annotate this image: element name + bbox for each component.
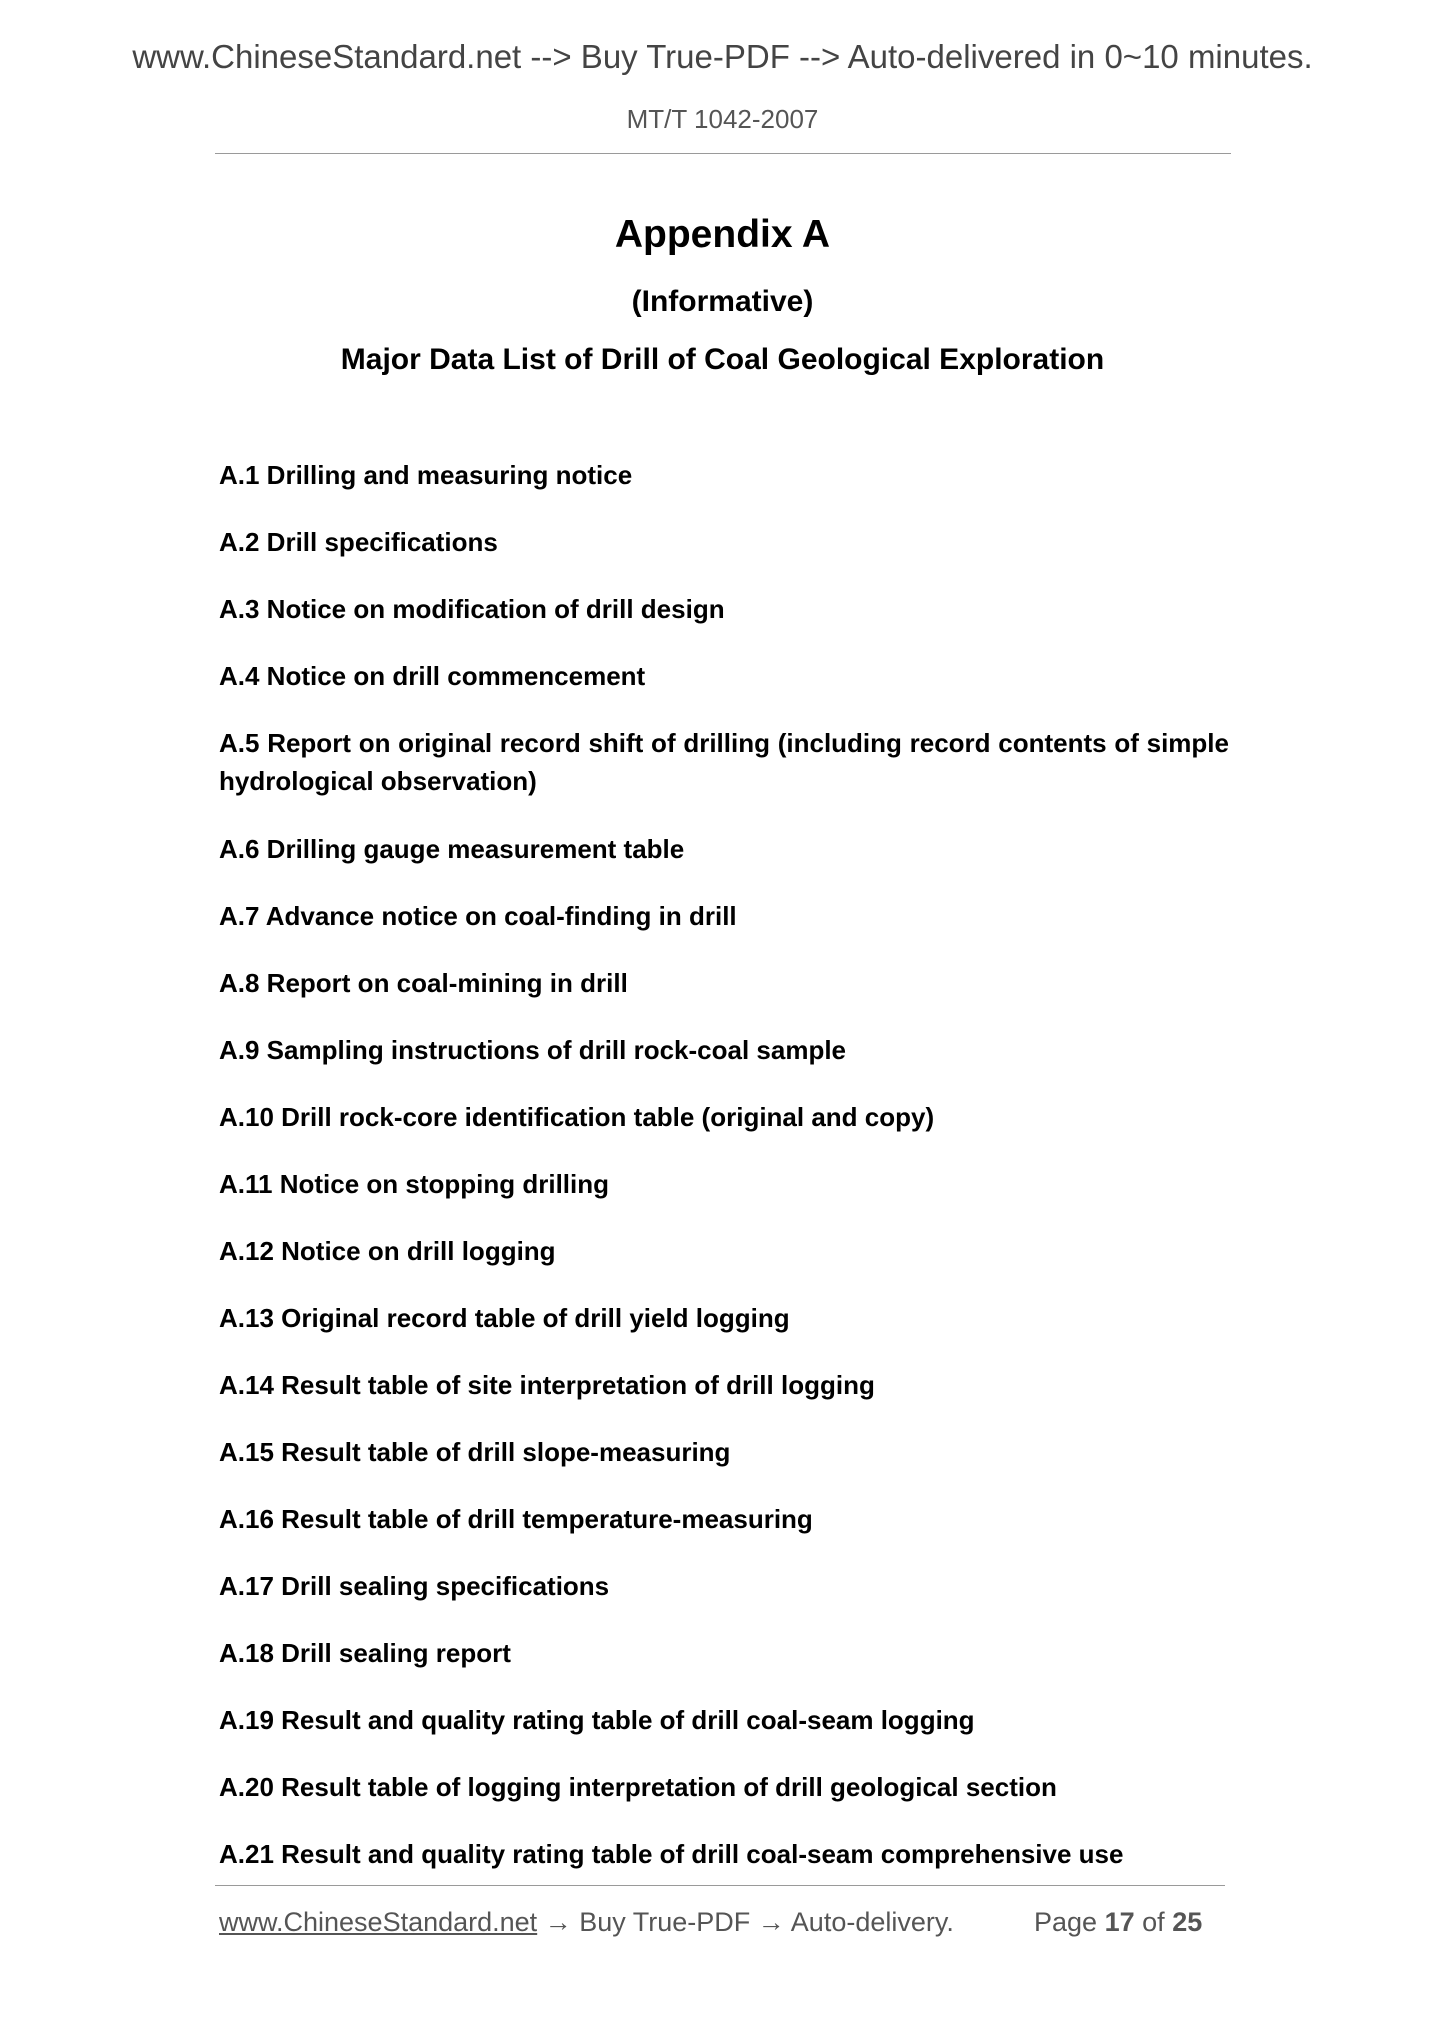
document-code: MT/T 1042-2007 <box>626 104 819 134</box>
list-item: A.10 Drill rock-core identification table (original and copy) <box>219 1102 935 1132</box>
page-of-label: of <box>1142 1907 1165 1937</box>
footer-divider <box>215 1885 1225 1886</box>
list-item: A.15 Result table of drill slope-measuring <box>219 1437 731 1467</box>
footer-buy-text: Buy True-PDF <box>579 1907 751 1937</box>
page-current: 17 <box>1104 1907 1135 1937</box>
list-item: A.4 Notice on drill commencement <box>219 661 646 691</box>
list-item: A.1 Drilling and measuring notice <box>219 460 633 490</box>
page-total: 25 <box>1172 1907 1203 1937</box>
appendix-title: Appendix A <box>614 213 831 256</box>
list-item: A.18 Drill sealing report <box>219 1638 511 1668</box>
list-item: A.3 Notice on modification of drill design <box>219 594 725 624</box>
list-item: A.8 Report on coal-mining in drill <box>219 968 628 998</box>
list-item: A.6 Drilling gauge measurement table <box>219 834 685 864</box>
list-item: A.12 Notice on drill logging <box>219 1236 556 1266</box>
arrow-right-icon: → <box>544 1907 572 1937</box>
list-item: A.14 Result table of site interpretation of drill logging <box>219 1370 875 1400</box>
page-indicator <box>1034 1907 1202 1938</box>
list-item: A.9 Sampling instructions of drill rock-coal sample <box>219 1035 847 1065</box>
list-item: A.21 Result and quality rating table of drill coal-seam comprehensive use <box>219 1839 1124 1869</box>
list-item: A.5 Report on original record shift of drilling (including record contents of simple hydrological observation) <box>219 728 1229 796</box>
list-item: A.20 Result table of logging interpretation of drill geological section <box>219 1772 1057 1802</box>
list-item: A.16 Result table of drill temperature-measuring <box>219 1504 813 1534</box>
footer-promo <box>219 1907 954 1938</box>
top-banner: www.ChineseStandard.net --> Buy True-PDF --> Auto-delivered in 0~10 minutes. <box>132 38 1313 75</box>
list-item: A.11 Notice on stopping drilling <box>219 1169 610 1199</box>
arrow-right-icon: → <box>757 1907 785 1937</box>
appendix-subtitle: Major Data List of Drill of Coal Geological Exploration <box>340 343 1105 376</box>
footer-site-link[interactable]: www.ChineseStandard.net <box>219 1907 538 1937</box>
appendix-type: (Informative) <box>631 285 814 318</box>
page-label: Page <box>1034 1907 1098 1937</box>
list-item: A.19 Result and quality rating table of drill coal-seam logging <box>219 1705 975 1735</box>
list-item: A.13 Original record table of drill yield logging <box>219 1303 790 1333</box>
list-item: A.2 Drill specifications <box>219 527 498 557</box>
footer-delivery-text: Auto-delivery. <box>790 1907 954 1937</box>
list-item: A.7 Advance notice on coal-finding in drill <box>219 901 737 931</box>
list-item: A.17 Drill sealing specifications <box>219 1571 610 1601</box>
